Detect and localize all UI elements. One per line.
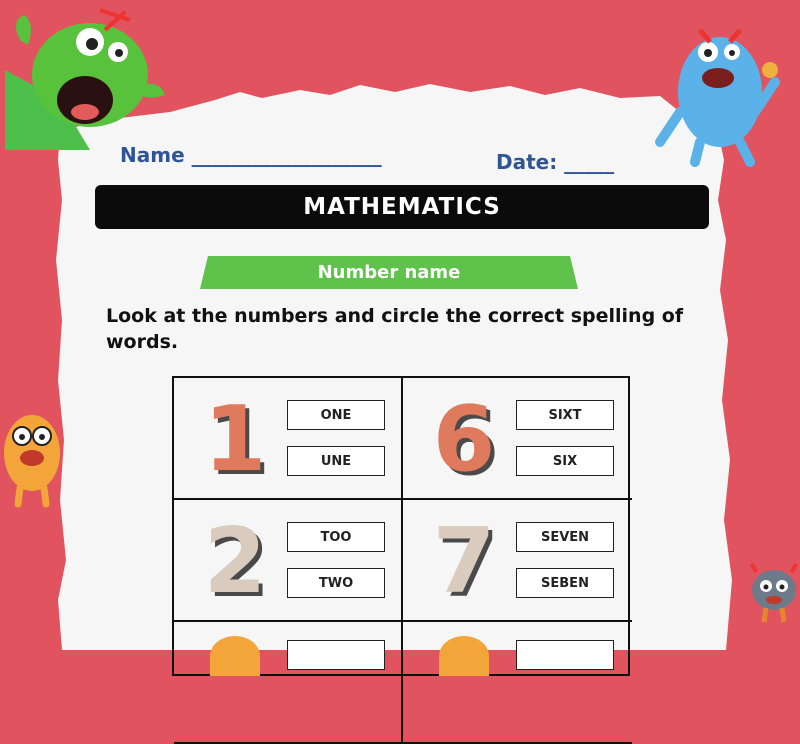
grid-cell bbox=[403, 378, 632, 500]
spelling-option[interactable]: ONE bbox=[287, 400, 385, 430]
instructions-text: Look at the numbers and circle the correct spelling of words. bbox=[106, 305, 684, 353]
spelling-option[interactable]: SIX bbox=[516, 446, 614, 476]
subject-title: MATHEMATICS bbox=[303, 194, 501, 220]
spelling-option[interactable]: TOO bbox=[287, 522, 385, 552]
spelling-option[interactable]: SEBEN bbox=[516, 568, 614, 598]
number-digit: 2 bbox=[203, 509, 267, 614]
gray-monster-icon bbox=[748, 562, 800, 624]
name-field-label: Name ___________________ bbox=[120, 143, 382, 167]
spelling-option[interactable]: UNE bbox=[287, 446, 385, 476]
subject-banner bbox=[95, 185, 709, 229]
spelling-option[interactable]: SIXT bbox=[516, 400, 614, 430]
spelling-option[interactable] bbox=[287, 640, 385, 670]
date-field-label: Date: _____ bbox=[496, 150, 615, 174]
grid-cell bbox=[174, 378, 403, 500]
blue-monster-icon bbox=[640, 22, 790, 167]
topic-banner bbox=[200, 256, 578, 289]
number-digit: 1 bbox=[203, 387, 267, 492]
spelling-option[interactable]: SEVEN bbox=[516, 522, 614, 552]
spelling-option[interactable] bbox=[516, 640, 614, 670]
number-grid bbox=[172, 376, 630, 676]
number-digit-partial bbox=[439, 636, 489, 676]
grid-cell bbox=[174, 622, 403, 744]
topic-title: Number name bbox=[317, 262, 461, 283]
grid-cell bbox=[403, 500, 632, 622]
spelling-option[interactable]: TWO bbox=[287, 568, 385, 598]
grid-cell bbox=[174, 500, 403, 622]
grid-cell bbox=[403, 622, 632, 744]
number-digit-partial bbox=[210, 636, 260, 676]
number-digit: 6 bbox=[432, 387, 496, 492]
green-monster-icon bbox=[0, 0, 175, 150]
orange-monster-icon bbox=[0, 408, 68, 508]
number-digit: 7 bbox=[432, 509, 496, 614]
